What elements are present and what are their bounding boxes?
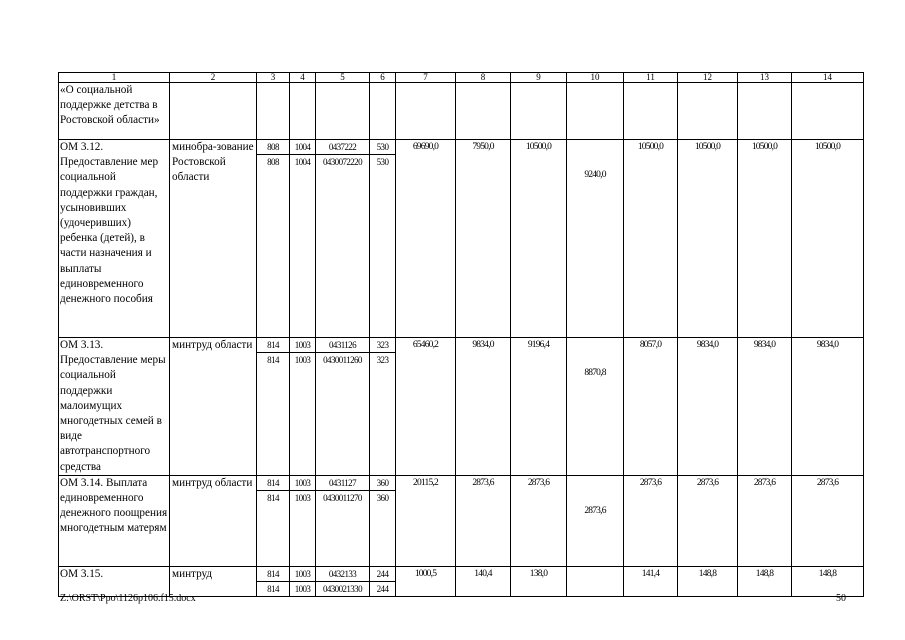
footer-page-number: 50	[836, 593, 846, 604]
code-rzpr: 1003	[294, 340, 311, 350]
value-cell	[624, 83, 678, 140]
code-rzpr: 1003	[290, 581, 315, 596]
code-cell-rzpr	[290, 566, 316, 596]
table-row	[59, 338, 864, 476]
column-number: 2	[170, 73, 257, 83]
column-number: 11	[624, 73, 678, 83]
value-cell: 2873,6	[456, 475, 511, 566]
code-vr: 244	[370, 581, 395, 596]
value-cell	[792, 83, 864, 140]
value-cell: 10500,0	[792, 140, 864, 338]
row-description: ОМ 3.15.	[59, 566, 170, 596]
value-cell: 9834,0	[738, 338, 792, 476]
value-cell	[567, 140, 624, 338]
code-cell-grbs	[257, 475, 290, 566]
budget-table	[58, 72, 864, 597]
code-csr: 0431126	[329, 340, 356, 350]
column-number: 1	[59, 73, 170, 83]
column-number: 14	[792, 73, 864, 83]
code-vr: 360	[370, 490, 395, 505]
value-cell: 9196,4	[511, 338, 567, 476]
column-number: 5	[316, 73, 370, 83]
column-number: 13	[738, 73, 792, 83]
table-body	[59, 73, 864, 597]
code-grbs: 814	[257, 490, 289, 505]
row-description: ОМ 3.13. Предоставление меры социальной поддержки малоимущих многодетных семей в виде автотранспортного средства	[59, 338, 170, 476]
column-number: 3	[257, 73, 290, 83]
column-number: 8	[456, 73, 511, 83]
value-cell: 9834,0	[792, 338, 864, 476]
row-executor	[170, 83, 257, 140]
code-vr: 530	[376, 142, 389, 152]
code-csr: 0430072220	[316, 154, 369, 169]
code-rzpr: 1003	[294, 568, 311, 579]
table-row	[59, 475, 864, 566]
code-grbs: 814	[257, 352, 289, 367]
code-rzpr: 1004	[294, 142, 311, 152]
code-grbs: 808	[267, 142, 279, 152]
value-cell: 10500,0	[624, 140, 678, 338]
code-rzpr: 1003	[294, 477, 311, 488]
value-cell	[567, 475, 624, 566]
column-number-row	[59, 73, 864, 83]
column-number: 6	[370, 73, 396, 83]
value-cell	[511, 83, 567, 140]
column-number: 12	[678, 73, 738, 83]
code-cell-rzpr	[290, 475, 316, 566]
value-cell: 2873,6	[792, 475, 864, 566]
code-grbs: 814	[267, 477, 279, 488]
value-cell	[738, 83, 792, 140]
value: 9240,0	[584, 170, 606, 180]
value: 2873,6	[584, 505, 606, 516]
value-cell	[567, 83, 624, 140]
value-cell: 9834,0	[456, 338, 511, 476]
value-cell: 7950,0	[456, 140, 511, 338]
code-cell-grbs	[257, 566, 290, 596]
code-cell-vr	[370, 475, 396, 566]
value-cell: 69690,0	[396, 140, 456, 338]
code-rzpr: 1003	[290, 352, 315, 367]
value-cell: 2873,6	[511, 475, 567, 566]
row-description: ОМ 3.12. Предоставление мер социальной поддержки граждан, усыновивших (удочеривших) ребенка (детей), в части назначения и выплаты единовременного денежного пособия	[59, 140, 170, 338]
code-cell-vr	[370, 83, 396, 140]
code-vr: 323	[370, 352, 395, 367]
code-cell-grbs	[257, 83, 290, 140]
code-cell-csr	[316, 475, 370, 566]
value-cell: 8057,0	[624, 338, 678, 476]
code-cell-grbs	[257, 140, 290, 338]
row-executor: минтруд	[170, 566, 257, 596]
code-csr: 0430011260	[316, 352, 369, 367]
code-cell-csr	[316, 140, 370, 338]
code-vr: 323	[376, 340, 389, 350]
code-csr: 0431127	[329, 477, 356, 488]
code-vr: 360	[376, 477, 389, 488]
code-grbs: 808	[257, 154, 289, 169]
value-cell: 2873,6	[624, 475, 678, 566]
row-executor: минтруд области	[170, 338, 257, 476]
code-cell-rzpr	[290, 338, 316, 476]
code-rzpr: 1003	[290, 490, 315, 505]
value-cell: 65460,2	[396, 338, 456, 476]
code-csr: 0430021330	[316, 581, 369, 596]
code-cell-rzpr	[290, 83, 316, 140]
table-row	[59, 83, 864, 140]
code-cell-grbs	[257, 338, 290, 476]
column-number: 4	[290, 73, 316, 83]
value-cell	[567, 566, 624, 596]
code-vr: 530	[370, 154, 395, 169]
table-row	[59, 566, 864, 596]
code-rzpr: 1004	[290, 154, 315, 169]
code-cell-vr	[370, 566, 396, 596]
column-number: 7	[396, 73, 456, 83]
value-cell: 2873,6	[738, 475, 792, 566]
value-cell: 148,8	[738, 566, 792, 596]
code-cell-rzpr	[290, 140, 316, 338]
value-cell	[678, 83, 738, 140]
table-row	[59, 140, 864, 338]
value-cell: 1000,5	[396, 566, 456, 596]
code-cell-csr	[316, 83, 370, 140]
value-cell: 148,8	[678, 566, 738, 596]
code-cell-csr	[316, 338, 370, 476]
column-number: 9	[511, 73, 567, 83]
value: 8870,8	[584, 368, 606, 378]
value-cell: 140,4	[456, 566, 511, 596]
row-executor: минтруд области	[170, 475, 257, 566]
row-description: «О социальной поддержке детства в Ростовской области»	[59, 83, 170, 140]
column-number: 10	[567, 73, 624, 83]
code-csr: 0437222	[328, 142, 357, 152]
value-cell	[456, 83, 511, 140]
value-cell: 10500,0	[738, 140, 792, 338]
code-cell-vr	[370, 140, 396, 338]
value-cell: 148,8	[792, 566, 864, 596]
value-cell: 2873,6	[678, 475, 738, 566]
row-description: ОМ 3.14. Выплата единовременного денежного поощрения многодетным матерям	[59, 475, 170, 566]
value-cell: 20115,2	[396, 475, 456, 566]
row-executor: минобра-зование Ростовской области	[170, 140, 257, 338]
code-vr: 244	[376, 568, 389, 579]
code-cell-csr	[316, 566, 370, 596]
code-csr: 0432133	[328, 568, 357, 579]
code-grbs: 814	[267, 568, 279, 579]
code-csr: 0430011270	[316, 490, 369, 505]
code-grbs: 814	[267, 340, 279, 350]
value-cell: 10500,0	[678, 140, 738, 338]
code-cell-vr	[370, 338, 396, 476]
code-grbs: 814	[257, 581, 289, 596]
value-cell: 9834,0	[678, 338, 738, 476]
value-cell: 141,4	[624, 566, 678, 596]
value-cell: 138,0	[511, 566, 567, 596]
value-cell: 10500,0	[511, 140, 567, 338]
footer-file-path: Z:\ORST\Ppo\1126p106.f15.docx	[60, 593, 196, 604]
value-cell	[396, 83, 456, 140]
value-cell	[567, 338, 624, 476]
